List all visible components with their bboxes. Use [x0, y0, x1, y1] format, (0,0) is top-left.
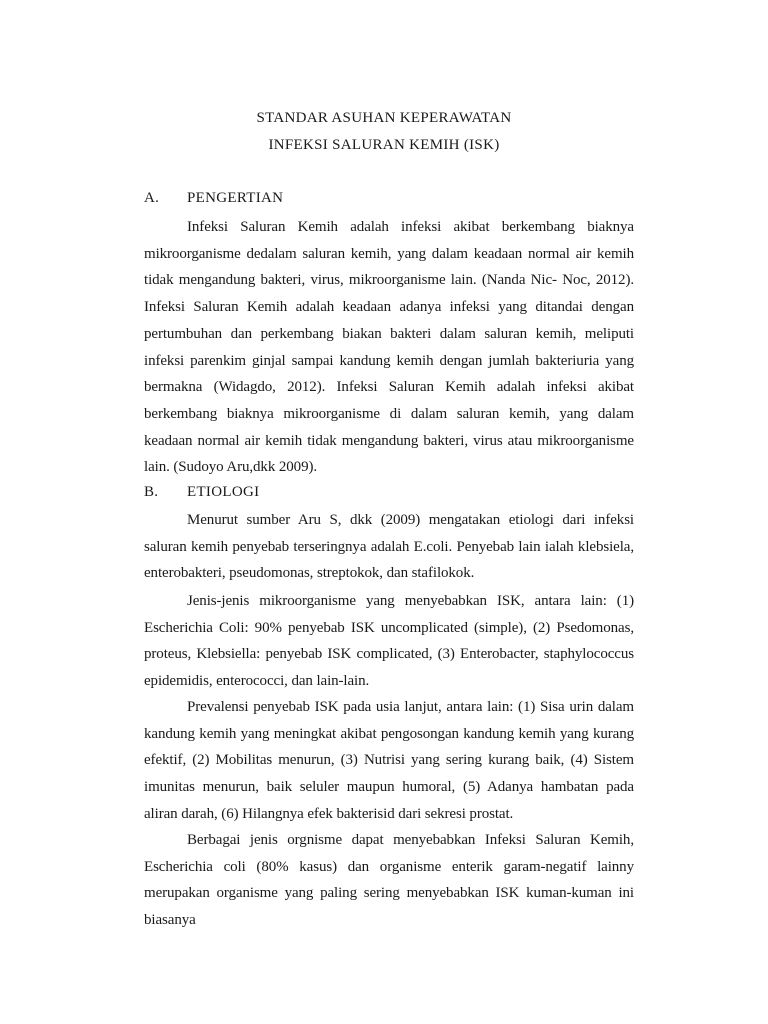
section-b-title: ETIOLOGI	[187, 484, 260, 500]
section-b-number: B.	[144, 484, 159, 500]
document-title: STANDAR ASUHAN KEPERAWATAN	[256, 110, 512, 126]
section-b-paragraph-1: Menurut sumber Aru S, dkk (2009) mengatakan etiologi dari infeksi saluran kemih penyebab terseringnya adalah E.coli. Penyebab lain ialah klebsiela, enterobakteri, pseudomonas, streptokok, dan stafilokok.	[144, 512, 634, 582]
section-b-paragraph-4: Berbagai jenis orgnisme dapat menyebabkan Infeksi Saluran Kemih, Escherichia coli (80% kasus) dan organisme enterik garam-negatif lainny merupakan organisme yang paling sering menyebabkan ISK kuman-kuman ini biasanya	[144, 832, 634, 929]
section-b-heading	[144, 484, 259, 501]
section-a-paragraph: Infeksi Saluran Kemih adalah infeksi akibat berkembang biaknya mikroorganisme dedalam saluran kemih, yang dalam keadaan normal air kemih tidak mengandung bakteri, virus, mikroorganisme lain. (Nanda Nic- Noc, 2012). Infeksi Saluran Kemih adalah keadaan adanya infeksi yang ditandai dengan pertumbuhan dan perkembang biakan bakteri dalam saluran kemih, meliputi infeksi parenkim ginjal sampai kandung kemih dengan jumlah bakteriuria yang bermakna (Widagdo, 2012). Infeksi Saluran Kemih adalah infeksi akibat berkembang biaknya mikroorganisme di dalam saluran kemih, yang dalam keadaan normal air kemih tidak mengandung bakteri, virus atau mikroorganisme lain. (Sudoyo Aru,dkk 2009).	[144, 219, 634, 476]
section-a-heading	[144, 190, 283, 207]
section-a-number: A.	[144, 190, 160, 206]
section-b-paragraph-3: Prevalensi penyebab ISK pada usia lanjut, antara lain: (1) Sisa urin dalam kandung kemih yang meningkat akibat pengosongan kandung kemih yang kurang efektif, (2) Mobilitas menurun, (3) Nutrisi yang sering kurang baik, (4) Sistem imunitas menurun, baik seluler maupun humoral, (5) Adanya hambatan pada aliran darah, (6) Hilangnya efek bakterisid dari sekresi prostat.	[144, 699, 634, 822]
section-b-paragraph-2: Jenis-jenis mikroorganisme yang menyebabkan ISK, antara lain: (1) Escherichia Coli: 90% penyebab ISK uncomplicated (simple), (2) Psedomonas, proteus, Klebsiella: penyebab ISK complicated, (3) Enterobacter, staphylococcus epidemidis, enterococci, dan lain-lain.	[144, 593, 634, 690]
document-subtitle: INFEKSI SALURAN KEMIH (ISK)	[268, 137, 500, 153]
section-a-title: PENGERTIAN	[187, 190, 284, 206]
